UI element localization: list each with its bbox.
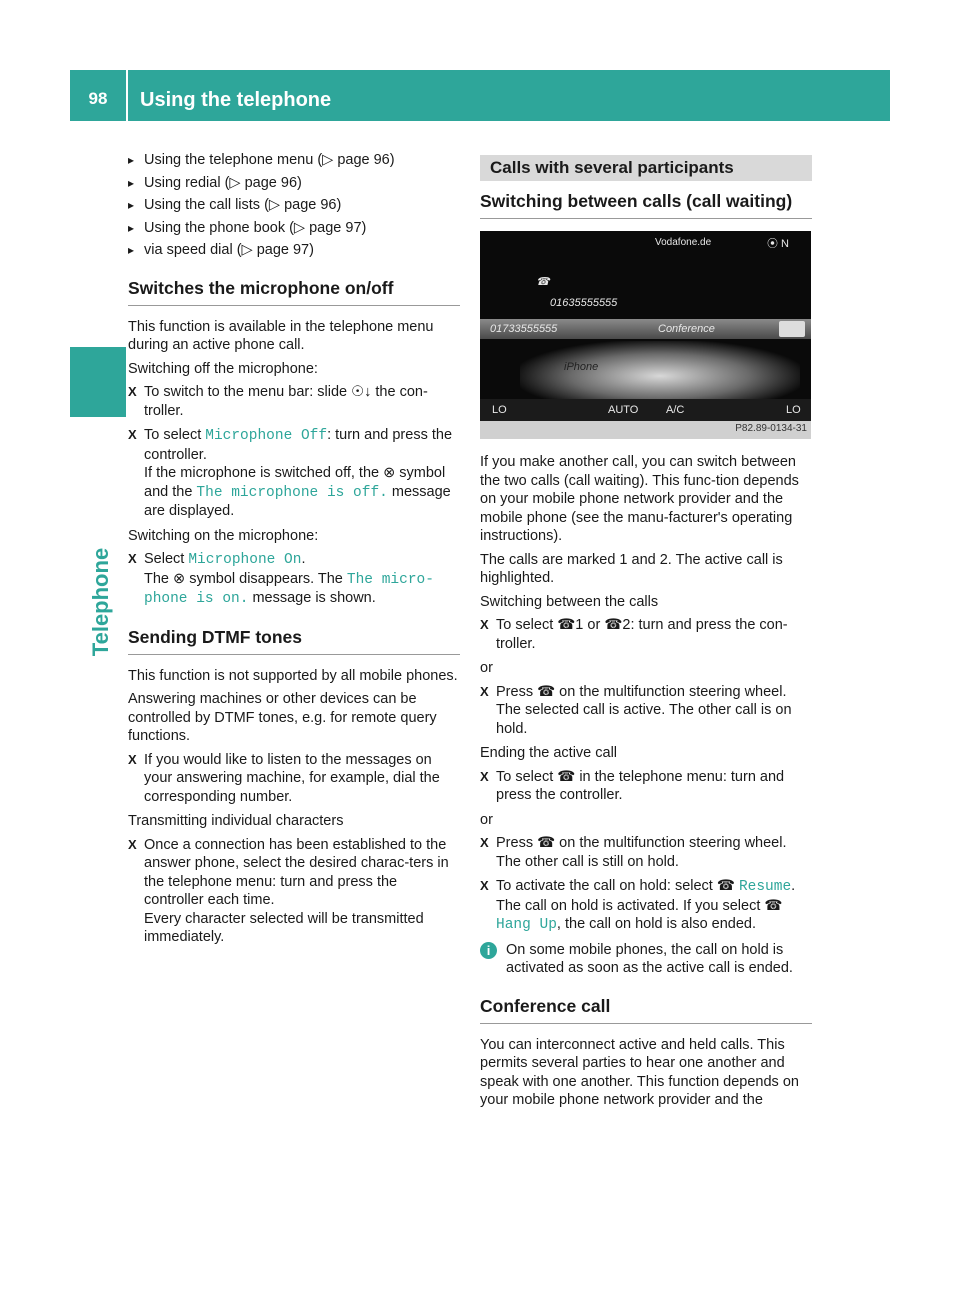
list-item: ▸ via speed dial (▷ page 97) (128, 241, 460, 260)
list-item: ▸ Using redial (▷ page 96) (128, 174, 460, 193)
message-reference: The micro-phone is on. (144, 571, 434, 607)
phone-icon: ☎ (536, 276, 550, 288)
figure-id: P82.89-0134-31 (735, 423, 807, 434)
step-arrow-icon: X (480, 683, 489, 699)
step-arrow-icon: X (128, 551, 137, 566)
info-note (480, 941, 812, 978)
climate-left-temp: LO (492, 404, 507, 416)
step-text: Once a connection has been established to the answer phone, select the desired charac-ters in the telephone menu: turn and press the controller each time. (144, 836, 449, 908)
step-arrow-icon: X (480, 768, 489, 784)
instruction-step (480, 834, 812, 871)
menu-item-reference: Resume (738, 879, 792, 895)
paragraph: This function is available in the telephone menu during an active phone call. (128, 318, 434, 353)
header-divider (126, 70, 128, 121)
step-text: Every character selected will be transmitted immediately. (144, 910, 424, 945)
climate-bar (480, 399, 811, 421)
step-arrow-icon: X (128, 751, 137, 767)
list-item: ▸ Using the phone book (▷ page 97) (128, 219, 460, 238)
step-arrow-icon: X (128, 836, 137, 852)
instruction-step (480, 616, 812, 653)
paragraph: Switching off the microphone: (128, 360, 318, 377)
step-text: If the microphone is switched off, the ⊗ symbol and the (144, 465, 446, 500)
list-item: ▸ Using the call lists (▷ page 96) (128, 196, 460, 215)
paragraph: or (480, 660, 493, 676)
step-text: To select ☎ in the telephone menu: turn and press the controller. (496, 768, 785, 803)
menu-item-reference: Microphone On (188, 552, 302, 568)
menu-item-reference: Microphone Off (205, 428, 328, 444)
instruction-step (480, 768, 812, 805)
end-call-icon (779, 321, 805, 337)
paragraph: You can interconnect active and held calls. This permits several parties to hear one another and speak with one another. This function depends on your mobile phone network provider and the (480, 1036, 799, 1108)
step-text: To select ☎1 or ☎2: turn and press the con-troller. (496, 617, 788, 652)
page-number: 98 (88, 89, 108, 108)
step-text: Press ☎ on the multifunction steering wheel. (496, 835, 787, 851)
instruction-step (128, 836, 460, 947)
step-text: : turn and press the controller. (144, 427, 453, 463)
call-1-number: 01733555555 (490, 323, 558, 335)
provider-label: Vodafone.de (655, 237, 712, 248)
instruction-step (128, 550, 460, 609)
menu-item-reference: Hang Up (496, 917, 557, 933)
step-arrow-icon: X (128, 427, 137, 442)
paragraph: Ending the active call (480, 745, 618, 761)
step-text: To switch to the menu bar: slide ☉↓ the con-troller. (144, 384, 428, 419)
step-text: , the call on hold is also ended. (556, 916, 757, 932)
step-text: Select (144, 551, 189, 567)
page-title: Using the telephone (140, 89, 332, 111)
climate-auto: AUTO (608, 404, 639, 416)
paragraph: Switching between the calls (480, 593, 659, 610)
device-name: iPhone (564, 361, 599, 373)
instruction-step (480, 683, 812, 739)
step-text: The selected call is active. The other call is on hold. (496, 702, 792, 737)
paragraph: The calls are marked 1 and 2. The active call is highlighted. (480, 551, 783, 586)
paragraph: Transmitting individual characters (128, 813, 344, 829)
call-2-number: 01635555555 (550, 297, 618, 309)
section-side-label-text: Telephone (88, 547, 113, 657)
instruction-step (480, 877, 812, 935)
left-column (128, 151, 460, 953)
section-heading-dtmf: Sending DTMF tones (128, 627, 460, 655)
section-heading-call-waiting: Switching between calls (call waiting) (480, 191, 812, 219)
paragraph: If you make another call, you can switch between the two calls (call waiting). This func-tion depends on your mobile phone network provider and the mobile phone (see the manu-facturer's operating instructions). (480, 454, 799, 544)
step-arrow-icon: X (128, 384, 137, 399)
instruction-step (128, 383, 460, 420)
step-text: If you would like to listen to the messages on your answering machine, for example, dial the corresponding number. (144, 751, 440, 805)
instruction-step (128, 426, 460, 521)
figure-caption (480, 421, 811, 439)
section-side-label (80, 545, 120, 665)
info-text: On some mobile phones, the call on hold is activated as soon as the active call is ended. (506, 941, 793, 976)
conference-option: Conference (658, 323, 715, 335)
step-text: The call on hold is activated. If you select ☎ (496, 897, 783, 914)
page-header (70, 70, 890, 121)
shaded-section-heading: Calls with several participants (480, 155, 812, 181)
step-text: message are displayed. (144, 483, 451, 519)
section-heading-conference: Conference call (480, 996, 812, 1024)
step-text: . (791, 878, 796, 894)
paragraph: Switching on the microphone: (128, 527, 319, 544)
instruction-step (128, 751, 460, 807)
step-arrow-icon: X (480, 835, 489, 850)
step-text: . (301, 551, 306, 567)
paragraph: or (480, 811, 493, 828)
step-arrow-icon: X (480, 878, 489, 893)
section-heading-microphone: Switches the microphone on/off (128, 278, 460, 306)
step-text: message is shown. (248, 590, 376, 606)
step-text: The ⊗ symbol disappears. The (144, 570, 347, 587)
message-reference: The microphone is off. (196, 484, 388, 501)
step-text: The other call is still on hold. (496, 853, 679, 870)
step-arrow-icon: X (480, 617, 489, 632)
paragraph: This function is not supported by all mobile phones. (128, 667, 458, 684)
right-column (480, 155, 812, 1115)
step-text: Press ☎ on the multifunction steering wheel. (496, 683, 787, 700)
step-text: To select (144, 427, 206, 443)
climate-right-temp: LO (786, 404, 801, 416)
telephone-screen-illustration (480, 231, 811, 439)
status-icons: ⦿ N (767, 238, 789, 250)
info-icon: i (480, 942, 497, 959)
section-tab-marker (70, 347, 126, 417)
list-item: ▸ Using the telephone menu (▷ page 96) (128, 151, 460, 170)
step-text: To activate the call on hold: select ☎ (496, 878, 739, 894)
climate-ac: A/C (666, 404, 685, 416)
paragraph: Answering machines or other devices can be controlled by DTMF tones, e.g. for remote query functions. (128, 691, 437, 744)
